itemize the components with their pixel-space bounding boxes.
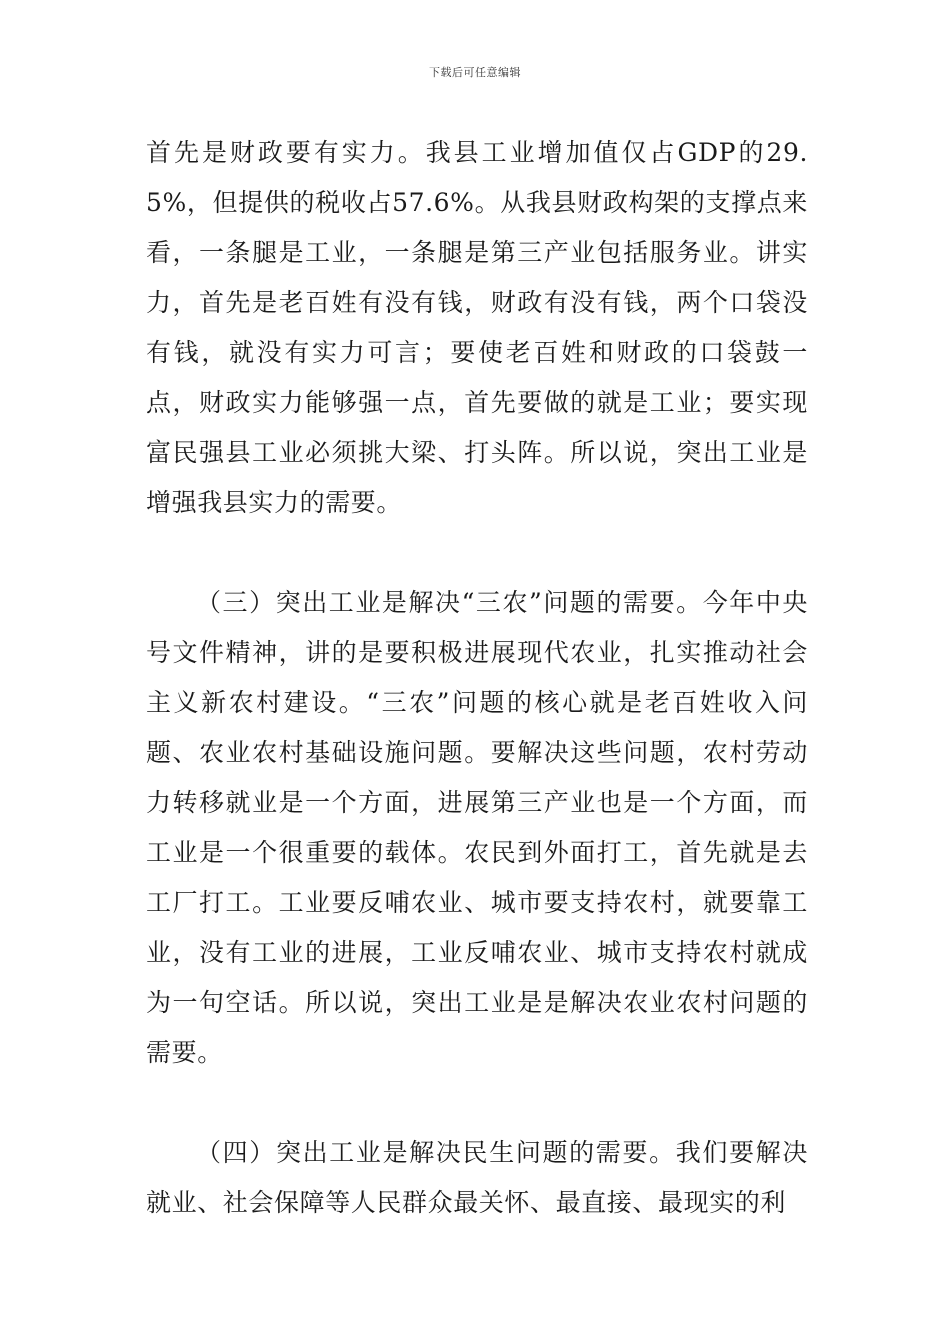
page-header: 下载后可任意编辑 — [429, 66, 521, 79]
paragraph-gap — [146, 528, 808, 578]
paragraph-fiscal-strength: 首先是财政要有实力。我县工业增加值仅占GDP的29.5%，但提供的税收占57.6%。从我县财政构架的支撑点来看，一条腿是工业，一条腿是第三产业包括服务业。讲实力，首先是老百姓有没有钱，财政有没有钱，两个口袋没有钱，就没有实力可言；要使老百姓和财政的口袋鼓一点，财政实力能够强一点，首先要做的就是工业；要实现富民强县工业必须挑大梁、打头阵。所以说，突出工业是增强我县实力的需要。 — [146, 138, 808, 517]
paragraph-three-rural-issues: （三）突出工业是解决“三农”问题的需要。今年中央号文件精神，讲的是要积极进展现代农业，扎实推动社会主义新农村建设。“三农”问题的核心就是老百姓收入问题、农业农村基础设施问题。要解决这些问题，农村劳动力转移就业是一个方面，进展第三产业也是一个方面，而工业是一个很重要的载体。农民到外面打工，首先就是去工厂打工。工业要反哺农业、城市要支持农村，就要靠工业，没有工业的进展，工业反哺农业、城市支持农村就成为一句空话。所以说，突出工业是是解决农业农村问题的需要。 — [146, 588, 808, 1067]
paragraph-gap — [146, 1078, 808, 1128]
document-body — [146, 128, 808, 1228]
paragraph-livelihood: （四）突出工业是解决民生问题的需要。我们要解决就业、社会保障等人民群众最关怀、最直接、最现实的利 — [146, 1138, 808, 1217]
